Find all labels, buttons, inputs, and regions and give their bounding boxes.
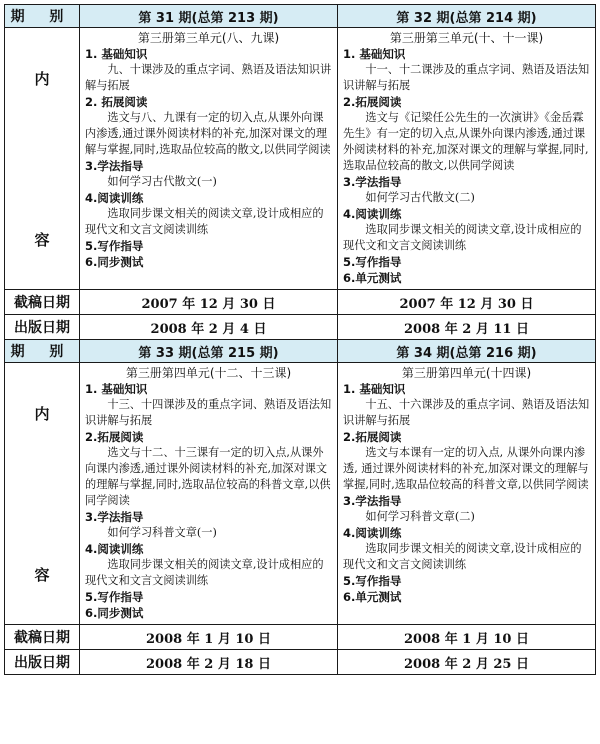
section-title: 3.学法指导 <box>343 494 402 508</box>
section-title: 3.学法指导 <box>85 159 144 173</box>
section-title: 5.写作指导 <box>85 239 144 253</box>
section-title: 5.写作指导 <box>343 574 402 588</box>
section-title: 6.同步测试 <box>85 255 144 269</box>
section-text: 选取同步课文相关的阅读文章,设计成相应的现代文和文言文阅读训练 <box>85 558 324 587</box>
period-header-row <box>5 5 596 28</box>
section-text: 十五、十六课涉及的重点字词、熟语及语法知识讲解与拓展 <box>343 398 590 427</box>
unit-title: 第三册第四单元(十四课) <box>401 366 532 380</box>
section-title: 5.写作指导 <box>343 255 402 269</box>
issue-33-content <box>80 363 338 625</box>
issue-31-content <box>80 28 338 290</box>
issue-32-content <box>338 28 596 290</box>
publish-label: 出版日期 <box>5 650 80 675</box>
section-text: 选文与八、九课有一定的切入点,从课外向课内渗透,通过课外阅读材料的补充,加深对课文的理解与掌握,同时,选取品位较高的散文,以供同学阅读 <box>85 111 331 156</box>
publish-row <box>5 650 596 675</box>
issue-34-header: 第 34 期(总第 216 期) <box>338 340 596 363</box>
issue-34-deadline: 2008 年 1 月 10 日 <box>338 625 596 650</box>
schedule-table <box>4 4 596 675</box>
section-title: 1. 基础知识 <box>85 47 148 61</box>
section-text: 十三、十四课涉及的重点字词、熟语及语法知识讲解与拓展 <box>85 398 332 427</box>
content-label: 内 容 <box>5 28 80 290</box>
section-title: 2.拓展阅读 <box>343 430 402 444</box>
unit-title: 第三册第三单元(八、九课) <box>137 31 280 45</box>
publish-label: 出版日期 <box>5 315 80 340</box>
section-title: 3.学法指导 <box>343 175 402 189</box>
section-text: 选文与本课有一定的切入点, 从课外向课内渗透, 通过课外阅读材料的补充,加深对课文的理解与掌握,同时,选取品位较高的科普文章,以供同学阅读 <box>343 446 589 491</box>
section-title: 3.学法指导 <box>85 510 144 524</box>
unit-title: 第三册第三单元(十、十一课) <box>389 31 544 45</box>
section-title: 1. 基础知识 <box>343 47 406 61</box>
section-text: 如何学习古代散文(一) <box>107 175 217 188</box>
content-row <box>5 363 596 625</box>
section-text: 选取同步课文相关的阅读文章,设计成相应的现代文和文言文阅读训练 <box>343 223 582 252</box>
section-title: 5.写作指导 <box>85 590 144 604</box>
issue-34-content <box>338 363 596 625</box>
section-text: 选取同步课文相关的阅读文章,设计成相应的现代文和文言文阅读训练 <box>343 542 582 571</box>
section-title: 6.同步测试 <box>85 606 144 620</box>
period-label: 期 别 <box>5 5 80 28</box>
issue-31-deadline: 2007 年 12 月 30 日 <box>80 290 338 315</box>
issue-33-publish: 2008 年 2 月 18 日 <box>80 650 338 675</box>
deadline-row <box>5 290 596 315</box>
section-title: 1. 基础知识 <box>85 382 148 396</box>
section-title: 2. 拓展阅读 <box>85 95 148 109</box>
issue-32-publish: 2008 年 2 月 11 日 <box>338 315 596 340</box>
section-text: 选文与十二、十三课有一定的切入点,从课外向课内渗透,通过课外阅读材料的补充,加深对课文的理解与掌握,同时,选取品位较高的科普文章,以供同学阅读 <box>85 446 331 507</box>
section-text: 十一、十二课涉及的重点字词、熟语及语法知识讲解与拓展 <box>343 63 590 92</box>
issue-33-header: 第 33 期(总第 215 期) <box>80 340 338 363</box>
period-label: 期 别 <box>5 340 80 363</box>
issue-31-header: 第 31 期(总第 213 期) <box>80 5 338 28</box>
period-header-row <box>5 340 596 363</box>
content-row <box>5 28 596 290</box>
unit-title: 第三册第四单元(十二、十三课) <box>125 366 292 380</box>
deadline-row <box>5 625 596 650</box>
issue-32-header: 第 32 期(总第 214 期) <box>338 5 596 28</box>
section-title: 2.拓展阅读 <box>85 430 144 444</box>
section-text: 九、十课涉及的重点字词、熟语及语法知识讲解与拓展 <box>85 63 332 92</box>
content-label: 内 容 <box>5 363 80 625</box>
section-title: 4.阅读训练 <box>343 526 402 540</box>
issue-34-publish: 2008 年 2 月 25 日 <box>338 650 596 675</box>
section-title: 6.单元测试 <box>343 271 402 285</box>
publish-row <box>5 315 596 340</box>
section-title: 4.阅读训练 <box>343 207 402 221</box>
section-text: 选取同步课文相关的阅读文章,设计成相应的现代文和文言文阅读训练 <box>85 207 324 236</box>
section-title: 2.拓展阅读 <box>343 95 402 109</box>
section-text: 选文与《记梁任公先生的一次演讲》《金岳霖先生》有一定的切入点,从课外向课内渗透,通过课外阅读材料的补充,加深对课文的理解与掌握,同时,选取品位较高的散文,以供同学阅读 <box>343 111 589 172</box>
section-text: 如何学习科普文章(二) <box>365 510 475 523</box>
issue-31-publish: 2008 年 2 月 4 日 <box>80 315 338 340</box>
section-title: 1. 基础知识 <box>343 382 406 396</box>
section-title: 4.阅读训练 <box>85 542 144 556</box>
issue-32-deadline: 2007 年 12 月 30 日 <box>338 290 596 315</box>
section-title: 4.阅读训练 <box>85 191 144 205</box>
section-title: 6.单元测试 <box>343 590 402 604</box>
section-text: 如何学习古代散文(二) <box>365 191 475 204</box>
deadline-label: 截稿日期 <box>5 625 80 650</box>
section-text: 如何学习科普文章(一) <box>107 526 217 539</box>
issue-33-deadline: 2008 年 1 月 10 日 <box>80 625 338 650</box>
deadline-label: 截稿日期 <box>5 290 80 315</box>
